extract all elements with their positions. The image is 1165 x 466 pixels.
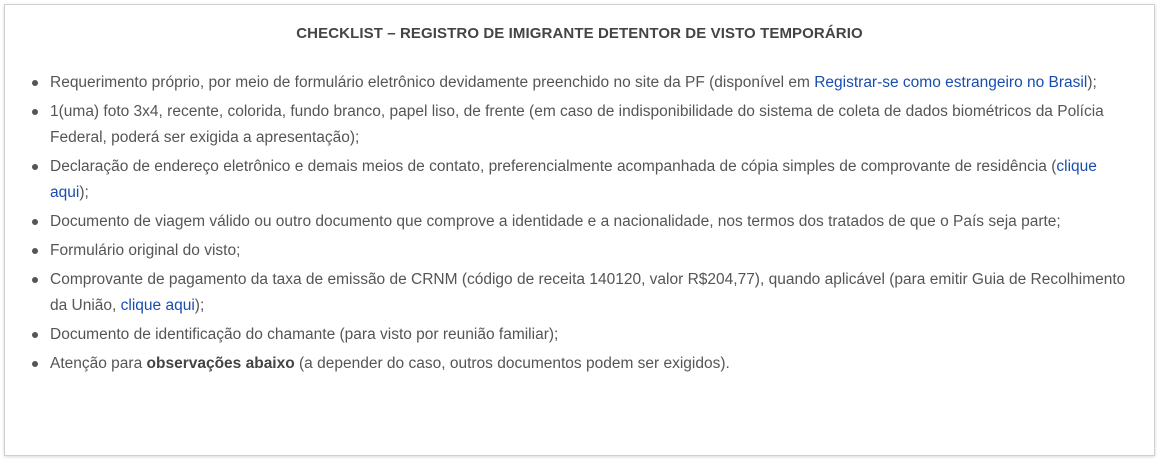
list-item (50, 154, 1130, 206)
list-item (50, 267, 1130, 319)
list-item (50, 209, 1130, 235)
checklist-list (5, 70, 1154, 377)
checklist-title: CHECKLIST – REGISTRO DE IMIGRANTE DETENTOR DE VISTO TEMPORÁRIO (296, 25, 863, 42)
register-foreigner-link[interactable]: Registrar-se como estrangeiro no Brasil (814, 74, 1088, 91)
item-text: ); (1087, 74, 1097, 91)
list-item (50, 99, 1130, 151)
observations-bold-text: observações abaixo (146, 355, 295, 372)
item-text: Requerimento próprio, por meio de formulário eletrônico devidamente preenchido no site da PF (disponível em (50, 74, 815, 91)
list-item (50, 351, 1130, 377)
item-text: Atenção para (50, 355, 147, 372)
item-text: Formulário original do visto; (50, 242, 241, 259)
item-text: 1(uma) foto 3x4, recente, colorida, fundo branco, papel liso, de frente (em caso de indisponibilidade do sistema de coleta de dados biométricos da Polícia Federal, poderá ser exigida a apresentação); (50, 103, 1104, 146)
list-item (50, 322, 1130, 348)
gru-link[interactable]: clique aqui (120, 297, 195, 314)
item-text: Documento de identificação do chamante (para visto por reunião familiar); (50, 326, 559, 343)
item-text: Comprovante de pagamento da taxa de emissão de CRNM (código de receita 140120, valor R$204,77), quando aplicável (para emitir Guia de Recolhimento da União, (50, 271, 1126, 314)
checklist-panel (4, 4, 1155, 456)
list-item (50, 238, 1130, 264)
item-text: (a depender do caso, outros documentos podem ser exigidos). (294, 355, 730, 372)
list-item (50, 70, 1130, 96)
item-text: ); (194, 297, 205, 314)
address-declaration-link[interactable]: clique aqui (50, 158, 1097, 201)
item-text: ); (79, 184, 89, 201)
item-text: Declaração de endereço eletrônico e demais meios de contato, preferencialmente acompanhada de cópia simples de comprovante de residência ( (50, 158, 1057, 175)
item-text: Documento de viagem válido ou outro documento que comprove a identidade e a nacionalidade, nos termos dos tratados de que o País seja parte; (50, 213, 1061, 230)
